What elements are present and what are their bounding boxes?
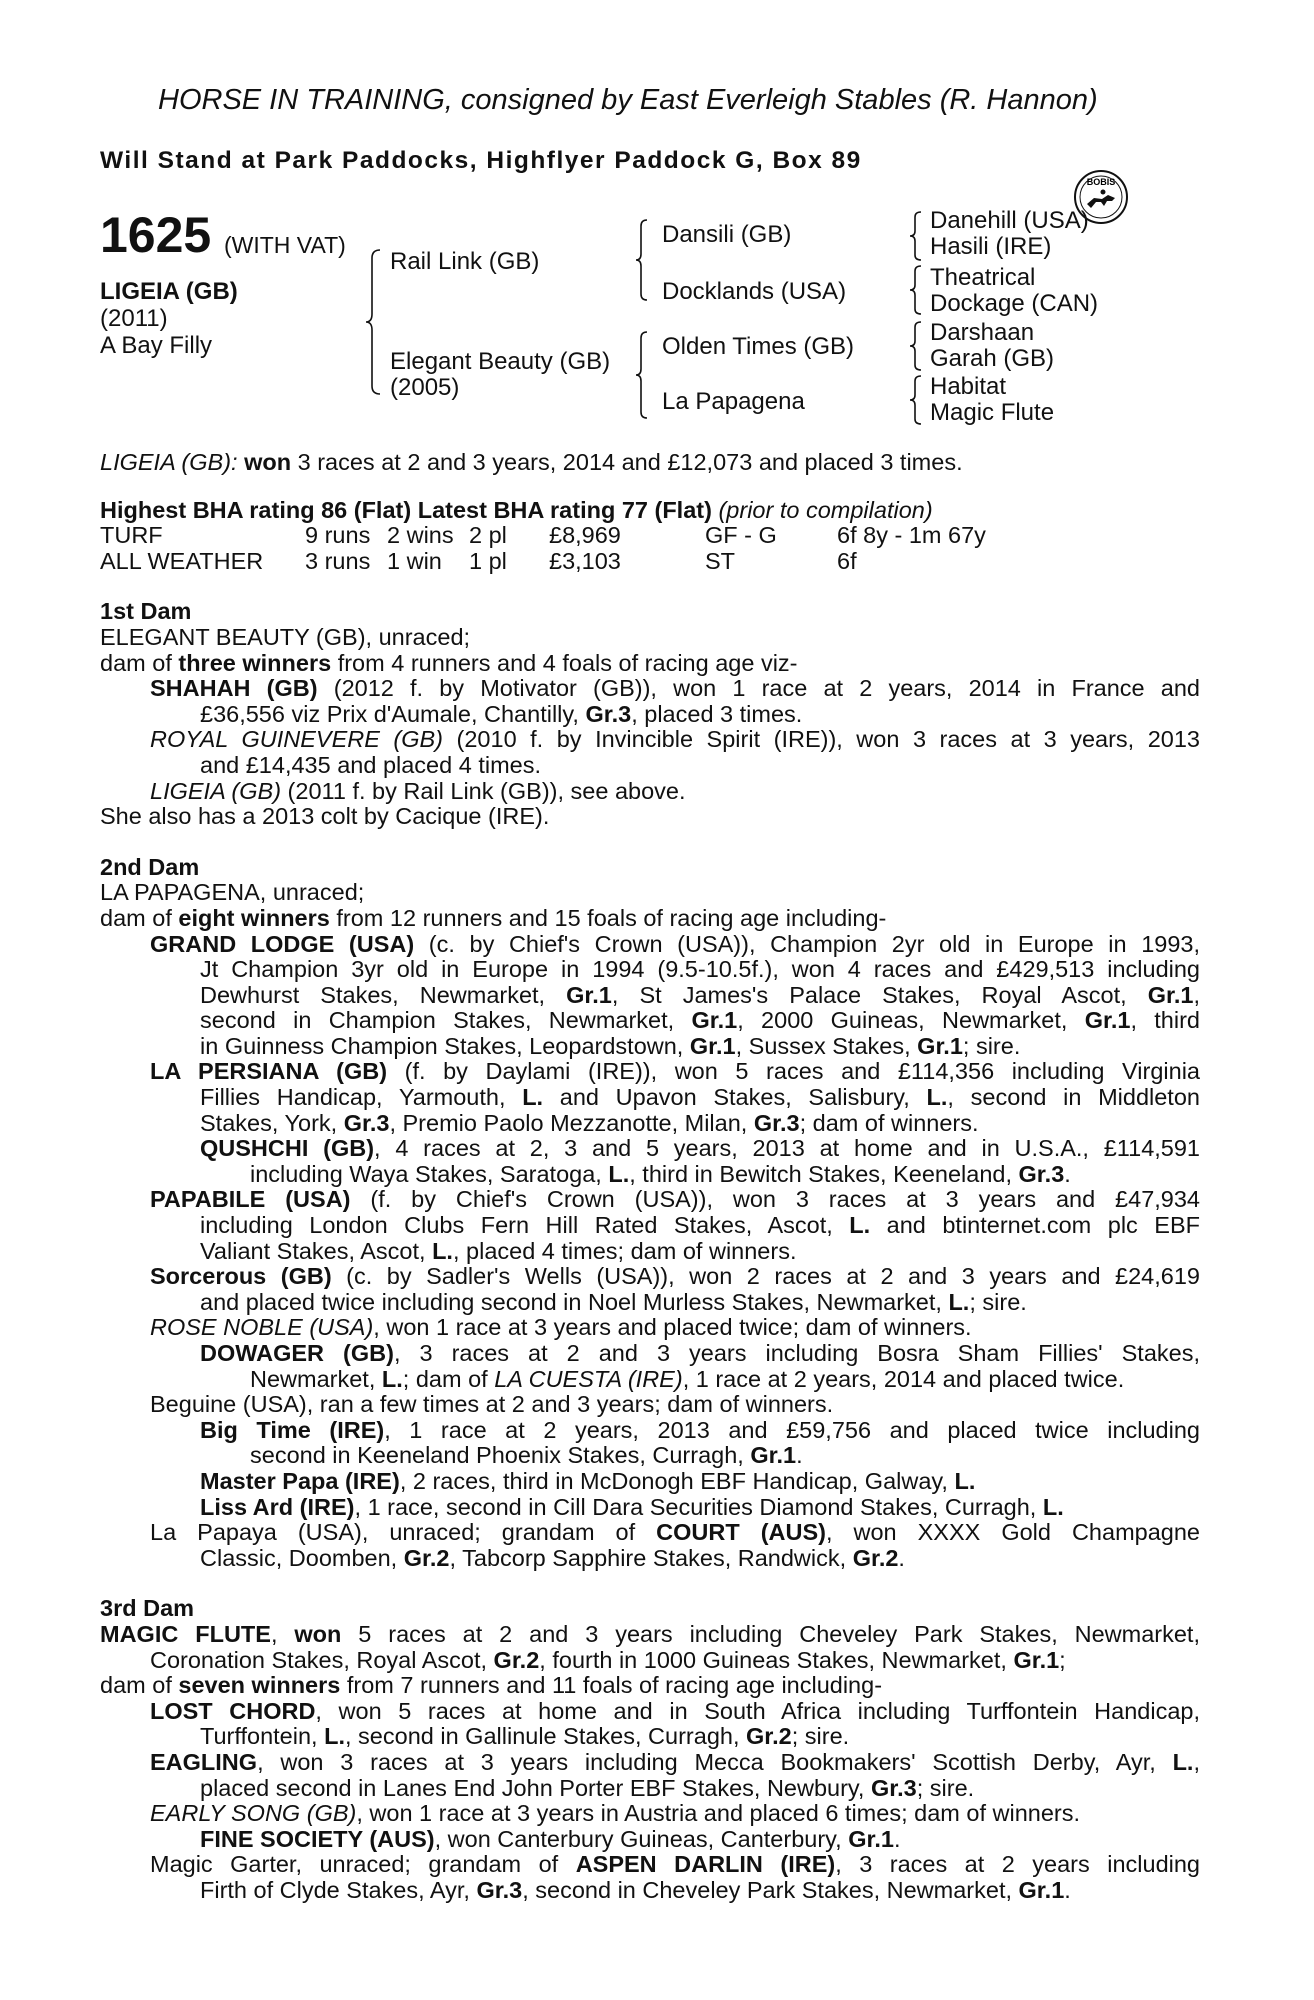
pedigree-sire-dam: Docklands (USA)	[662, 278, 847, 305]
svg-text:BOBIS: BOBIS	[1086, 177, 1116, 187]
pedigree-gen3-2: Hasili (IRE)	[930, 233, 1052, 260]
progeny-entry: La Papaya (USA), unraced; grandam of COURT (AUS), won XXXX Gold Champagne	[150, 1519, 1200, 1546]
pedigree-dam-dam: La Papagena	[662, 388, 805, 415]
progeny-entry-cont: in Guinness Champion Stakes, Leopardstown, Gr.1, Sussex Stakes, Gr.1; sire.	[200, 1032, 1021, 1059]
progeny-entry-cont: Fillies Handicap, Yarmouth, L. and Upavon Stakes, Salisbury, L., second in Middleton	[200, 1084, 1200, 1111]
pedigree-brace-ss	[908, 210, 924, 262]
progeny-entry: EAGLING, won 3 races at 3 years including Mecca Bookmakers' Scottish Derby, Ayr, L.,	[150, 1748, 1200, 1775]
progeny-entry: EARLY SONG (GB), won 1 race at 3 years in Austria and placed 6 times; dam of winners.	[150, 1800, 1081, 1827]
pedigree-gen3-4: Dockage (CAN)	[930, 290, 1099, 317]
progeny-entry: Big Time (IRE), 1 race at 2 years, 2013 and £59,756 and placed twice including	[200, 1416, 1200, 1443]
progeny-entry: Magic Garter, unraced; grandam of ASPEN DARLIN (IRE), 3 races at 2 years including	[150, 1851, 1200, 1878]
progeny-entry-cont: Firth of Clyde Stakes, Ayr, Gr.3, second in Cheveley Park Stakes, Newmarket, Gr.1.	[200, 1876, 1071, 1903]
pedigree-gen3-6: Garah (GB)	[930, 345, 1055, 372]
bha-ratings: Highest BHA rating 86 (Flat) Latest BHA rating 77 (Flat) (prior to compilation)	[100, 496, 933, 523]
progeny-entry-cont: and placed twice including second in Noel Murless Stakes, Newmarket, L.; sire.	[200, 1288, 1027, 1315]
dam1-line: ELEGANT BEAUTY (GB), unraced;	[100, 623, 471, 650]
progeny-entry: GRAND LODGE (USA) (c. by Chief's Crown (USA)), Champion 2yr old in Europe in 1993,	[150, 930, 1201, 957]
pedigree-sire: Rail Link (GB)	[390, 248, 540, 275]
pedigree-gen3-8: Magic Flute	[930, 399, 1055, 426]
dam1-progeny-line: dam of three winners from 4 runners and 4 foals of racing age viz-	[100, 649, 798, 676]
progeny-entry-cont: Turffontein, L., second in Gallinule Stakes, Curragh, Gr.2; sire.	[200, 1723, 850, 1750]
pedigree-dam: Elegant Beauty (GB)	[390, 348, 611, 375]
pedigree-brace-ds	[908, 320, 924, 372]
dam2-line: LA PAPAGENA, unraced;	[100, 879, 365, 906]
progeny-entry-cont: second in Champion Stakes, Newmarket, Gr.1, 2000 Guineas, Newmarket, Gr.1, third	[200, 1007, 1200, 1034]
progeny-entry: LOST CHORD, won 5 races at home and in South Africa including Turffontein Handicap,	[150, 1697, 1200, 1724]
race-summary: LIGEIA (GB): won 3 races at 2 and 3 years, 2014 and £12,073 and placed 3 times.	[100, 449, 963, 475]
progeny-entry-cont: Stakes, York, Gr.3, Premio Paolo Mezzanotte, Milan, Gr.3; dam of winners.	[200, 1109, 979, 1136]
progeny-entry-cont: and £14,435 and placed 4 times.	[200, 751, 542, 778]
progeny-entry: Master Papa (IRE), 2 races, third in McDonogh EBF Handicap, Galway, L.	[200, 1467, 976, 1494]
section-heading-3rd-dam: 3rd Dam	[100, 1595, 195, 1622]
progeny-entry: PAPABILE (USA) (f. by Chief's Crown (USA)), won 3 races at 3 years and £47,934	[150, 1186, 1201, 1213]
pedigree-brace-sire	[634, 218, 650, 302]
progeny-entry: ROSE NOBLE (USA), won 1 race at 3 years and placed twice; dam of winners.	[150, 1314, 972, 1341]
pedigree-gen3-1: Danehill (USA)	[930, 207, 1089, 234]
lot-header-title: HORSE IN TRAINING, consigned by East Everleigh Stables (R. Hannon)	[158, 84, 1098, 116]
progeny-entry: LIGEIA (GB) (2011 f. by Rail Link (GB)), see above.	[150, 777, 686, 804]
pedigree-brace-dam	[634, 330, 650, 420]
pedigree-brace-gen1	[364, 248, 384, 396]
progeny-entry: ROYAL GUINEVERE (GB) (2010 f. by Invincible Spirit (IRE)), won 3 races at 3 years, 2013	[150, 726, 1201, 753]
horse-year: (2011)	[100, 305, 168, 332]
horse-name: LIGEIA (GB)	[100, 278, 238, 305]
pedigree-gen3-3: Theatrical	[930, 264, 1036, 291]
section-heading-2nd-dam: 2nd Dam	[100, 853, 200, 880]
progeny-entry: Liss Ard (IRE), 1 race, second in Cill Dara Securities Diamond Stakes, Curragh, L.	[200, 1493, 1064, 1520]
pedigree-brace-dd	[908, 374, 924, 426]
progeny-entry-cont: £36,556 viz Prix d'Aumale, Chantilly, Gr.3, placed 3 times.	[200, 700, 803, 727]
progeny-entry-cont: including London Clubs Fern Hill Rated Stakes, Ascot, L. and btinternet.com plc EBF	[200, 1212, 1200, 1239]
stand-location: Will Stand at Park Paddocks, Highflyer Paddock G, Box 89	[100, 147, 862, 174]
progeny-entry: Sorcerous (GB) (c. by Sadler's Wells (USA)), won 2 races at 2 and 3 years and £24,619	[150, 1263, 1200, 1290]
progeny-entry: FINE SOCIETY (AUS), won Canterbury Guineas, Canterbury, Gr.1.	[200, 1825, 901, 1852]
progeny-entry-cont: Jt Champion 3yr old in Europe in 1994 (9.5-10.5f.), won 4 races and £429,513 including	[200, 956, 1200, 983]
catalogue-body	[100, 450, 1200, 1903]
progeny-entry-cont: Newmarket, L.; dam of LA CUESTA (IRE), 1 race at 2 years, 2014 and placed twice.	[250, 1365, 1125, 1392]
pedigree-gen3-7: Habitat	[930, 373, 1007, 400]
progeny-entry: LA PERSIANA (GB) (f. by Daylami (IRE)), won 5 races and £114,356 including Virginia	[150, 1058, 1200, 1085]
progeny-entry-cont: Valiant Stakes, Ascot, L., placed 4 times; dam of winners.	[200, 1237, 797, 1264]
progeny-entry: SHAHAH (GB) (2012 f. by Motivator (GB)), won 1 race at 2 years, 2014 in France and	[150, 675, 1200, 702]
pedigree-sire-sire: Dansili (GB)	[662, 221, 792, 248]
table-row: TURF 9 runs 2 wins 2 pl £8,969 GF - G 6f 8y - 1m 67y	[100, 522, 986, 549]
vat-note: (WITH VAT)	[224, 232, 346, 258]
progeny-entry-cont: second in Keeneland Phoenix Stakes, Curragh, Gr.1.	[250, 1442, 803, 1469]
dam3-line-cont: Coronation Stakes, Royal Ascot, Gr.2, fourth in 1000 Guineas Stakes, Newmarket, Gr.1;	[150, 1646, 1066, 1673]
pedigree-dam-year: (2005)	[390, 374, 460, 401]
pedigree-gen3-5: Darshaan	[930, 319, 1035, 346]
lot-number: 1625	[100, 207, 212, 263]
dam3-line: MAGIC FLUTE, won 5 races at 2 and 3 years including Cheveley Park Stakes, Newmarket,	[100, 1620, 1200, 1647]
progeny-entry: DOWAGER (GB), 3 races at 2 and 3 years including Bosra Sham Fillies' Stakes,	[200, 1340, 1201, 1366]
progeny-entry-cont: including Waya Stakes, Saratoga, L., third in Bewitch Stakes, Keeneland, Gr.3.	[250, 1160, 1071, 1187]
section-heading-1st-dam: 1st Dam	[100, 598, 192, 625]
progeny-entry-cont: placed second in Lanes End John Porter EBF Stakes, Newbury, Gr.3; sire.	[200, 1774, 975, 1801]
progeny-entry-cont: Dewhurst Stakes, Newmarket, Gr.1, St James's Palace Stakes, Royal Ascot, Gr.1,	[200, 981, 1200, 1008]
pedigree-dam-sire: Olden Times (GB)	[662, 333, 855, 360]
pedigree-brace-sd	[908, 264, 924, 316]
race-record-table	[100, 523, 986, 574]
progeny-entry: Beguine (USA), ran a few times at 2 and 3 years; dam of winners.	[150, 1391, 834, 1418]
dam1-note: She also has a 2013 colt by Cacique (IRE).	[100, 803, 550, 830]
dam3-progeny-line: dam of seven winners from 7 runners and 11 foals of racing age including-	[100, 1672, 883, 1699]
dam2-progeny-line: dam of eight winners from 12 runners and 15 foals of racing age including-	[100, 904, 887, 931]
progeny-entry-cont: Classic, Doomben, Gr.2, Tabcorp Sapphire Stakes, Randwick, Gr.2.	[200, 1544, 905, 1571]
table-row: ALL WEATHER 3 runs 1 win 1 pl £3,103 ST 6f	[100, 547, 857, 574]
horse-description: A Bay Filly	[100, 332, 213, 359]
progeny-entry: QUSHCHI (GB), 4 races at 2, 3 and 5 years, 2013 at home and in U.S.A., £114,591	[200, 1135, 1200, 1162]
